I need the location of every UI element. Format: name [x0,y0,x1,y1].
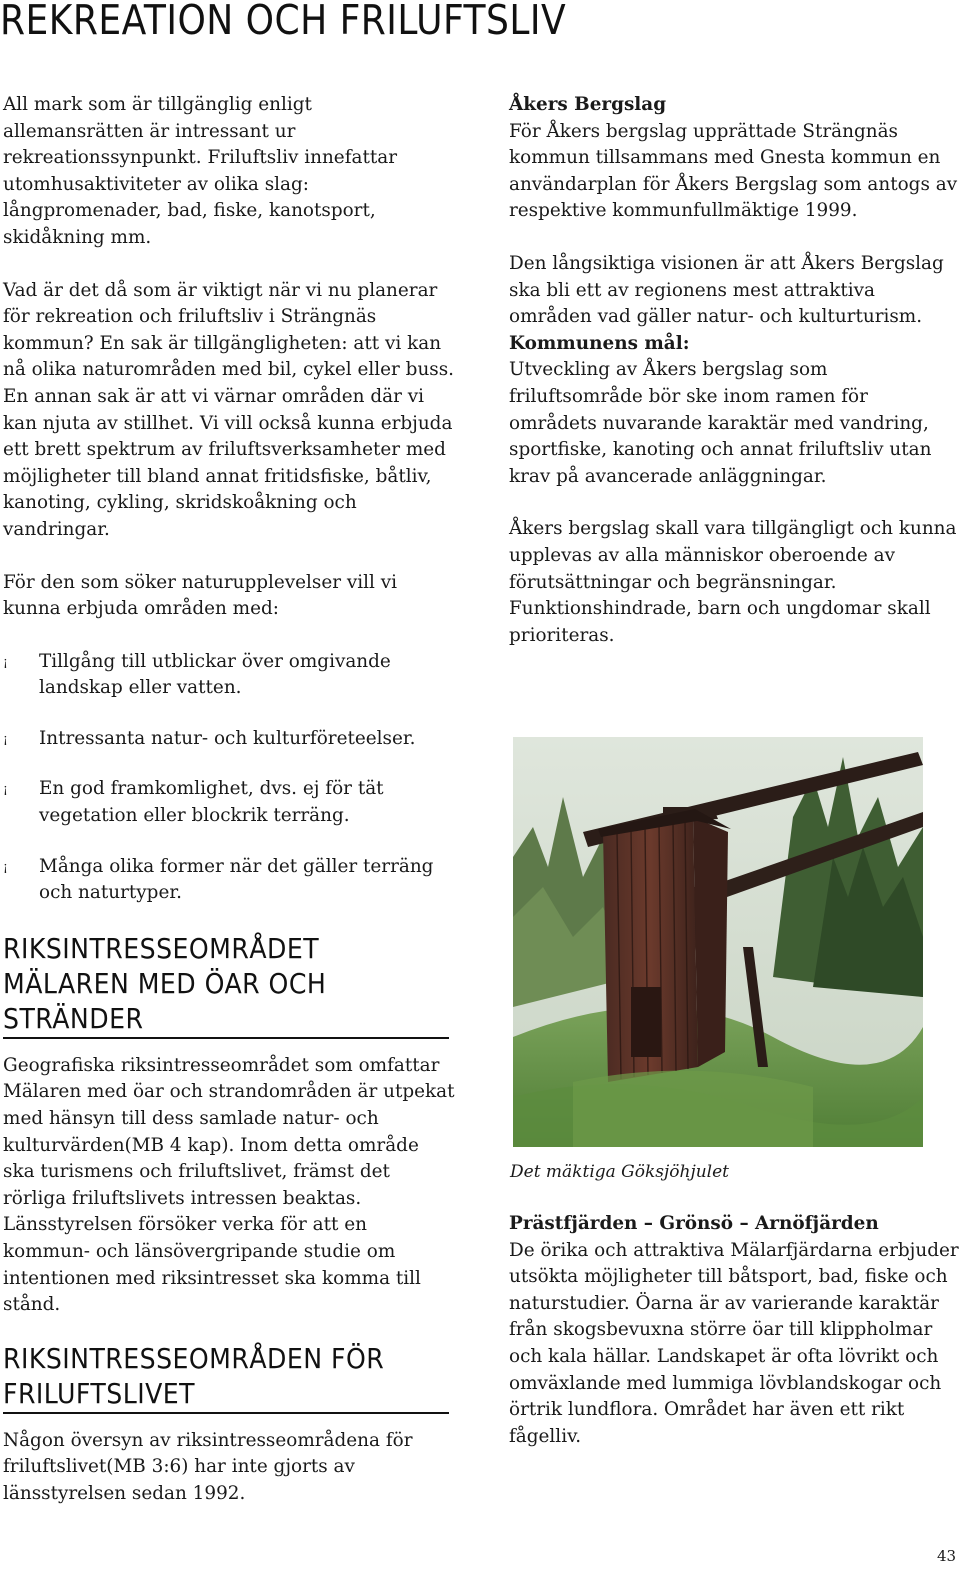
bullet-mark: ¡ [3,782,8,797]
planning-paragraph: Vad är det då som är viktigt när vi nu planerar för rekreation och friluftsliv i Strängnäs kommun? En sak är tillgängligheten: att vi kan nå olika naturområden med bil, cykel eller buss. En annan sak är att vi värnar områden där vi kan njuta av stillhet. Vi vill också kunna erbjuda ett brett spektrum av friluftsverksamheter med möjligheter till bland annat fritidsfiske, båtliv, kanoting, cykling, skridskoåkning och vandringar. [3,279,455,540]
prastfjarden-heading: Prästfjärden – Grönsö – Arnöfjärden [509,1213,879,1234]
goksjohjulet-photo [513,737,923,1147]
list-item [3,854,455,907]
list-item [3,649,455,702]
friluftslivet-paragraph: Någon översyn av riksintresseområdena för friluftslivet(MB 3:6) har inte gjorts av länsstyrelsen sedan 1992. [3,1429,413,1504]
bullet-mark: ¡ [3,731,8,746]
right-column [509,92,960,649]
section-malaren [3,931,455,1319]
prastfjarden-section [509,1211,960,1450]
section-heading-friluftslivet: RIKSINTRESSEOMRÅDEN FÖR FRILUFTSLIVET [3,1341,385,1410]
malaren-paragraph: Geografiska riksintresseområdet som omfattar Mälaren med öar och strandområden är utpekat med hänsyn till dess samlade natur- och kulturvärden(MB 4 kap). Inom detta område ska turismens och friluftslivet, främst det rörliga friluftslivets intressen beaktas. Länsstyrelsen försöker verka för att en kommun- och länsövergripande studie om intentionen med riksintresset ska komma till stånd. [3,1054,455,1316]
list-item-text: Intressanta natur- och kulturföreteelser. [39,727,416,749]
bullet-mark: ¡ [3,859,8,874]
feature-list [3,649,455,907]
akers-paragraph: För Åkers bergslag upprättade Strängnäs kommun tillsammans med Gnesta kommun en användarplan för Åkers Bergslag som antogs av respektive kommunfullmäktige 1999. [509,120,958,222]
bullet-intro: För den som söker naturupplevelser vill vi kunna erbjuda områden med: [3,571,398,620]
bullet-mark: ¡ [3,654,8,669]
left-column [3,92,455,1508]
list-item-text: Många olika former när det gäller terräng och naturtyper. [39,855,434,904]
section-heading-malaren: RIKSINTRESSEOMRÅDET MÄLAREN MED ÖAR OCH STRÄNDER [3,931,327,1035]
list-item [3,776,455,829]
page-number: 43 [937,1547,957,1565]
vision-paragraph: Den långsiktiga visionen är att Åkers Bergslag ska bli ett av regionens mest attraktiva områden vad gäller natur- och kulturturism. [509,252,944,328]
goals-paragraph: Utveckling av Åkers bergslag som friluftsområde bör ske inom ramen för områdets nuvarande karaktär med vandring, sportfiske, kanoting och annat friluftsliv utan krav på avancerade anläggningar. [509,359,932,487]
heading-rule [3,1412,449,1414]
photo-caption: Det mäktiga Göksjöhjulet [510,1162,730,1182]
heading-rule [3,1037,449,1039]
prastfjarden-paragraph: De örika och attraktiva Mälarfjärdarna erbjuder utsökta möjligheter till båtsport, bad, fiske och naturstudier. Öarna är av varierande karaktär från skogsbevuxna större öar till klippholmar och kala hällar. Landskapet är ofta lövrikt och omväxlande med lummiga lövblandskogar och örtrik lundflora. Området har även ett rikt fågelliv. [509,1239,959,1447]
list-item-text: Tillgång till utblickar över omgivande landskap eller vatten. [39,650,391,699]
section-friluftslivet [3,1341,455,1508]
list-item [3,726,455,753]
goals-heading: Kommunens mål: [509,332,690,354]
akers-heading: Åkers Bergslag [509,94,667,115]
intro-paragraph: All mark som är tillgänglig enligt allemansrätten är intressant ur rekreationssynpunkt. Friluftsliv innefattar utomhusaktiviteter av olika slag: långpromenader, bad, fiske, kanotsport, skidåkning mm. [3,94,397,248]
photo-illustration [513,737,923,1147]
page-title: REKREATION OCH FRILUFTSLIV [0,0,567,44]
access-paragraph: Åkers bergslag skall vara tillgängligt och kunna upplevas av alla människor oberoende av förutsättningar och begränsningar. Funktionshindrade, barn och ungdomar skall prioriteras. [509,518,957,646]
list-item-text: En god framkomlighet, dvs. ej för tät vegetation eller blockrik terräng. [39,778,384,827]
